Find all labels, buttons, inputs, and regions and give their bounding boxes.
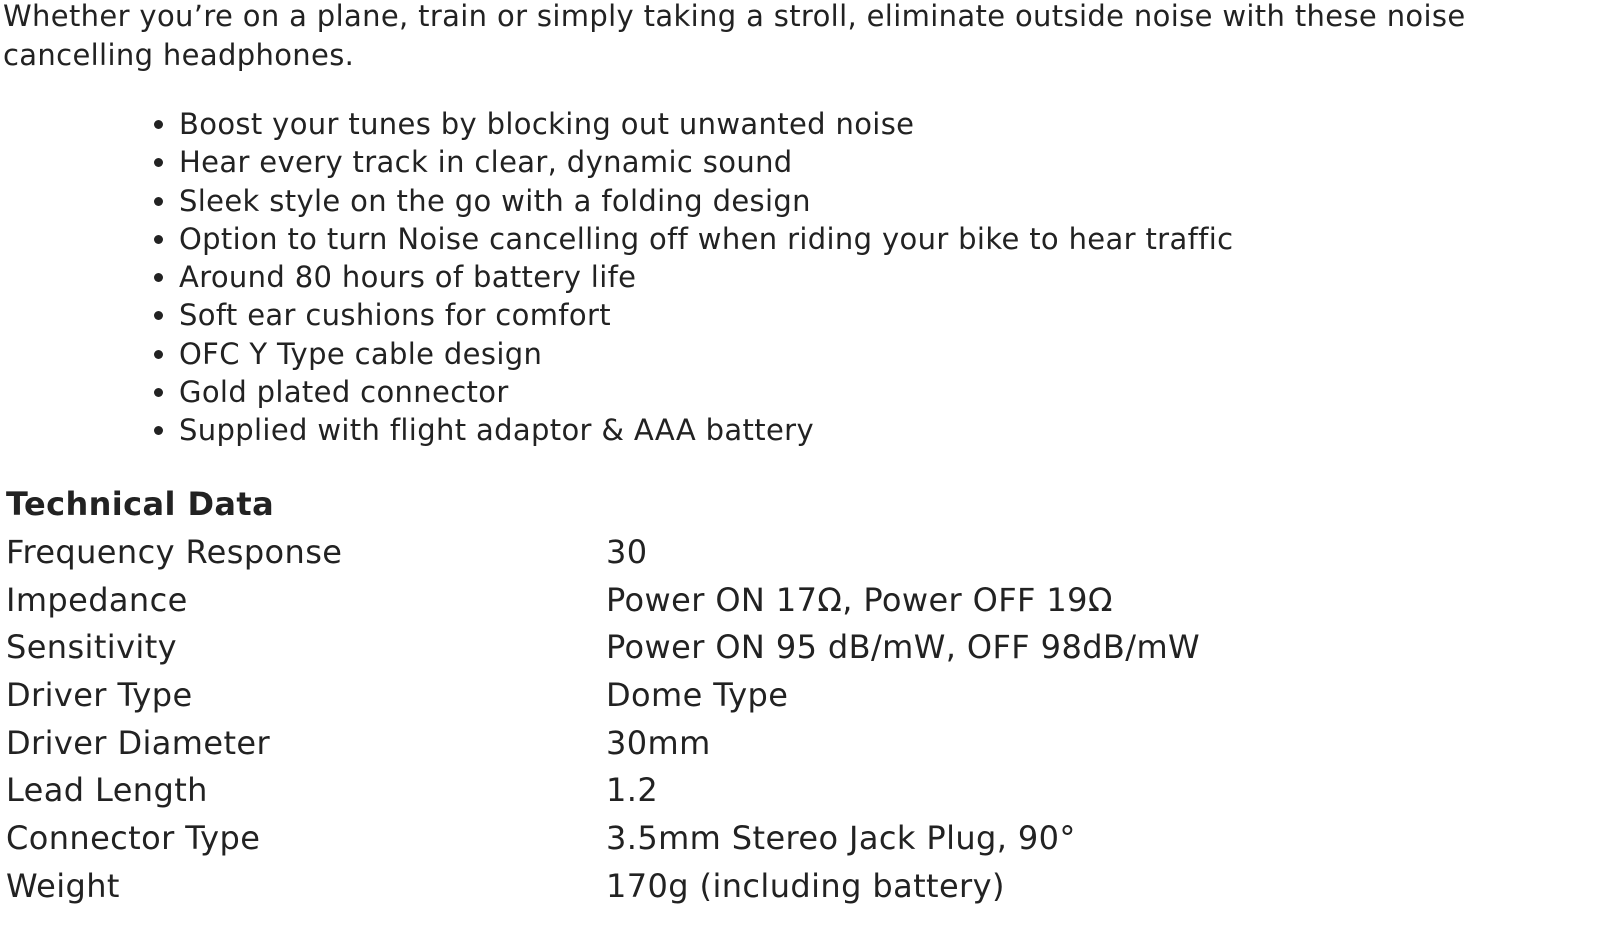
spec-label: Driver Type xyxy=(6,676,193,715)
list-item xyxy=(152,105,1233,143)
spec-label: Lead Length xyxy=(6,771,208,810)
technical-data-heading: Technical Data xyxy=(6,485,275,523)
list-item xyxy=(152,373,1233,411)
bullet-icon xyxy=(154,120,163,129)
feature-text: Sleek style on the go with a folding design xyxy=(179,183,811,218)
feature-text: Boost your tunes by blocking out unwanted noise xyxy=(179,107,915,141)
bullet-icon xyxy=(154,197,163,206)
spec-label: Driver Diameter xyxy=(6,723,271,762)
spec-value: 30 xyxy=(606,533,648,571)
spec-row xyxy=(6,815,1200,863)
feature-text: Supplied with flight adaptor & AAA battery xyxy=(179,413,814,448)
spec-row xyxy=(6,767,1200,815)
list-item xyxy=(152,296,1233,334)
list-item xyxy=(152,143,1233,181)
list-item xyxy=(152,258,1233,296)
spec-row xyxy=(6,529,1200,577)
spec-value: Power ON 17Ω, Power OFF 19Ω xyxy=(606,580,1113,619)
spec-value: Dome Type xyxy=(606,676,789,715)
list-item xyxy=(152,182,1233,220)
intro-paragraph: Whether you’re on a plane, train or simply taking a stroll, eliminate outside noise with these noise cancelling headphones. xyxy=(3,0,1466,72)
bullet-icon xyxy=(154,311,163,320)
spec-row xyxy=(6,577,1200,625)
feature-text: Soft ear cushions for comfort xyxy=(179,298,611,333)
bullet-icon xyxy=(154,273,163,282)
feature-text: Around 80 hours of battery life xyxy=(179,260,637,295)
feature-text: Hear every track in clear, dynamic sound xyxy=(179,145,793,180)
spec-value: 3.5mm Stereo Jack Plug, 90° xyxy=(606,819,1076,858)
feature-text: Gold plated connector xyxy=(179,375,509,410)
spec-row xyxy=(6,863,1200,911)
spec-row xyxy=(6,720,1200,768)
technical-data-table xyxy=(6,529,1200,911)
spec-label: Connector Type xyxy=(6,819,261,858)
feature-text: Option to turn Noise cancelling off when riding your bike to hear traffic xyxy=(179,221,1234,256)
list-item xyxy=(152,335,1233,373)
spec-value: 30mm xyxy=(606,723,711,762)
bullet-icon xyxy=(154,350,163,359)
list-item xyxy=(152,220,1233,258)
spec-row xyxy=(6,624,1200,672)
spec-value: 1.2 xyxy=(606,771,659,810)
spec-label: Frequency Response xyxy=(6,533,343,571)
feature-text: OFC Y Type cable design xyxy=(179,336,543,371)
spec-label: Weight xyxy=(6,866,120,905)
feature-list xyxy=(152,105,1233,450)
bullet-icon xyxy=(154,158,163,167)
bullet-icon xyxy=(154,426,163,435)
spec-row xyxy=(6,672,1200,720)
spec-label: Impedance xyxy=(6,580,188,619)
spec-label: Sensitivity xyxy=(6,628,177,667)
spec-value: 170g (including battery) xyxy=(606,866,1005,905)
bullet-icon xyxy=(154,388,163,397)
list-item xyxy=(152,411,1233,449)
bullet-icon xyxy=(154,235,163,244)
spec-value: Power ON 95 dB/mW, OFF 98dB/mW xyxy=(606,628,1201,667)
